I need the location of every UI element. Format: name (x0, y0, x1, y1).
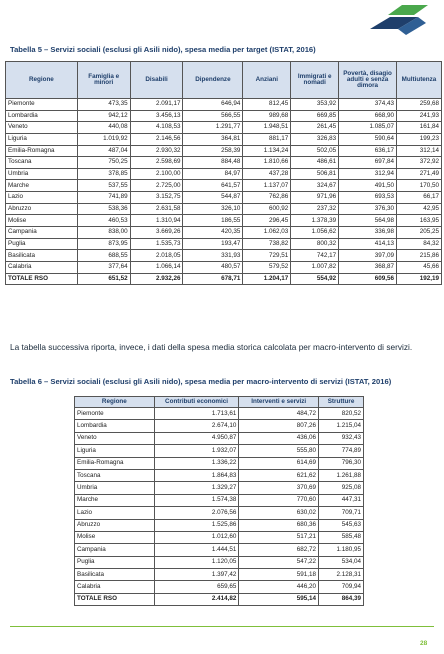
region-cell: Piemonte (6, 99, 78, 111)
value-cell: 414,13 (339, 238, 397, 250)
region-cell: Marche (6, 180, 78, 192)
value-cell: 163,95 (396, 215, 441, 227)
region-cell: Calabria (75, 581, 155, 593)
value-cell: 161,84 (396, 122, 441, 134)
value-cell: 3.152,75 (130, 192, 183, 204)
table-row (75, 569, 364, 581)
value-cell: 296,45 (243, 215, 291, 227)
total-label-cell: TOTALE RSO (6, 273, 78, 285)
table-row (75, 482, 364, 494)
value-cell: 585,48 (319, 531, 364, 543)
value-cell: 1.713,61 (154, 408, 239, 420)
value-cell: 668,90 (339, 110, 397, 122)
value-cell: 502,05 (291, 145, 339, 157)
table6-header-row (75, 397, 364, 408)
region-cell: Molise (75, 531, 155, 543)
table5-caption: Tabella 5 – Servizi sociali (esclusi gli Asili nido), spesa media per target (ISTAT, 2016) (10, 45, 316, 54)
region-cell: Abruzzo (75, 519, 155, 531)
value-cell: 1.134,24 (243, 145, 291, 157)
value-cell: 630,02 (239, 507, 319, 519)
table-row (75, 469, 364, 481)
value-cell: 193,47 (183, 238, 243, 250)
value-cell: 2.091,17 (130, 99, 183, 111)
table-row (6, 133, 442, 145)
value-cell: 590,64 (339, 133, 397, 145)
value-cell: 353,92 (291, 99, 339, 111)
logo-green-shape (388, 5, 428, 15)
value-cell: 1.397,42 (154, 569, 239, 581)
value-cell: 486,61 (291, 157, 339, 169)
value-cell: 2.076,56 (154, 507, 239, 519)
table6-header-cell: Contributi economici (154, 397, 239, 408)
region-cell: Liguria (75, 445, 155, 457)
value-cell: 693,53 (339, 192, 397, 204)
table-row (6, 122, 442, 134)
region-cell: Lazio (75, 507, 155, 519)
total-value-cell: 651,52 (77, 273, 130, 285)
value-cell: 659,65 (154, 581, 239, 593)
total-value-cell: 192,19 (396, 273, 441, 285)
value-cell: 537,55 (77, 180, 130, 192)
value-cell: 261,45 (291, 122, 339, 134)
value-cell: 259,68 (396, 99, 441, 111)
value-cell: 796,30 (319, 457, 364, 469)
value-cell: 491,50 (339, 180, 397, 192)
value-cell: 364,81 (183, 133, 243, 145)
value-cell: 2.146,56 (130, 133, 183, 145)
table-row (75, 408, 364, 420)
value-cell: 436,06 (239, 432, 319, 444)
value-cell: 331,93 (183, 250, 243, 262)
table5-header-cell: Immigrati e nomadi (291, 62, 339, 99)
region-cell: Molise (6, 215, 78, 227)
value-cell: 324,67 (291, 180, 339, 192)
region-cell: Piemonte (75, 408, 155, 420)
value-cell: 45,66 (396, 261, 441, 273)
value-cell: 378,85 (77, 168, 130, 180)
table6 (74, 396, 364, 606)
value-cell: 487,04 (77, 145, 130, 157)
table-row (6, 168, 442, 180)
total-value-cell: 2.414,82 (154, 593, 239, 605)
value-cell: 447,31 (319, 494, 364, 506)
brand-logo (368, 3, 430, 37)
value-cell: 258,39 (183, 145, 243, 157)
table-row (6, 145, 442, 157)
region-cell: Toscana (6, 157, 78, 169)
value-cell: 170,50 (396, 180, 441, 192)
value-cell: 544,87 (183, 192, 243, 204)
value-cell: 336,98 (339, 227, 397, 239)
value-cell: 1.444,51 (154, 544, 239, 556)
value-cell: 881,17 (243, 133, 291, 145)
value-cell: 1.535,73 (130, 238, 183, 250)
value-cell: 750,25 (77, 157, 130, 169)
value-cell: 2.631,58 (130, 203, 183, 215)
value-cell: 614,69 (239, 457, 319, 469)
table5-header-cell: Regione (6, 62, 78, 99)
value-cell: 709,94 (319, 581, 364, 593)
value-cell: 312,94 (339, 168, 397, 180)
table-row (75, 544, 364, 556)
table5 (5, 61, 442, 285)
value-cell: 4.108,53 (130, 122, 183, 134)
total-value-cell: 864,39 (319, 593, 364, 605)
region-cell: Veneto (75, 432, 155, 444)
value-cell: 42,95 (396, 203, 441, 215)
value-cell: 2.674,10 (154, 420, 239, 432)
value-cell: 591,18 (239, 569, 319, 581)
value-cell: 538,36 (77, 203, 130, 215)
table5-header-cell: Famiglia e minori (77, 62, 130, 99)
value-cell: 2.128,31 (319, 569, 364, 581)
value-cell: 2.018,05 (130, 250, 183, 262)
value-cell: 1.085,07 (339, 122, 397, 134)
table-row (75, 556, 364, 568)
value-cell: 1.261,88 (319, 469, 364, 481)
region-cell: Veneto (6, 122, 78, 134)
value-cell: 506,81 (291, 168, 339, 180)
table-row (6, 157, 442, 169)
table-row (6, 180, 442, 192)
value-cell: 372,92 (396, 157, 441, 169)
value-cell: 1.932,07 (154, 445, 239, 457)
value-cell: 3.456,13 (130, 110, 183, 122)
value-cell: 480,57 (183, 261, 243, 273)
value-cell: 1.120,05 (154, 556, 239, 568)
value-cell: 838,00 (77, 227, 130, 239)
region-cell: Liguria (6, 133, 78, 145)
value-cell: 534,04 (319, 556, 364, 568)
table6-header-cell: Regione (75, 397, 155, 408)
total-value-cell: 609,56 (339, 273, 397, 285)
region-cell: Marche (75, 494, 155, 506)
value-cell: 774,89 (319, 445, 364, 457)
value-cell: 241,93 (396, 110, 441, 122)
value-cell: 566,55 (183, 110, 243, 122)
total-value-cell: 2.932,26 (130, 273, 183, 285)
value-cell: 2.100,00 (130, 168, 183, 180)
value-cell: 564,98 (339, 215, 397, 227)
table-row (75, 445, 364, 457)
value-cell: 741,89 (77, 192, 130, 204)
value-cell: 1.574,38 (154, 494, 239, 506)
value-cell: 271,49 (396, 168, 441, 180)
total-label-cell: TOTALE RSO (75, 593, 155, 605)
value-cell: 742,17 (291, 250, 339, 262)
value-cell: 440,08 (77, 122, 130, 134)
table-row (75, 420, 364, 432)
total-value-cell: 678,71 (183, 273, 243, 285)
table5-header-cell: Multiutenza (396, 62, 441, 99)
table-row (75, 432, 364, 444)
region-cell: Lazio (6, 192, 78, 204)
table5-header-cell: Disabili (130, 62, 183, 99)
value-cell: 1.012,60 (154, 531, 239, 543)
region-cell: Abruzzo (6, 203, 78, 215)
value-cell: 770,60 (239, 494, 319, 506)
table-row (6, 238, 442, 250)
table-row (6, 215, 442, 227)
paragraph: La tabella successiva riporta, invece, i dati della spesa media storica calcolata per macro-intervento di servizi. (10, 342, 413, 352)
table5-header-cell: Anziani (243, 62, 291, 99)
value-cell: 205,25 (396, 227, 441, 239)
value-cell: 925,08 (319, 482, 364, 494)
value-cell: 1.066,14 (130, 261, 183, 273)
footer-rule (10, 626, 434, 627)
value-cell: 646,94 (183, 99, 243, 111)
table-row (6, 99, 442, 111)
table6-header-cell: Strutture (319, 397, 364, 408)
value-cell: 688,55 (77, 250, 130, 262)
region-cell: Umbria (75, 482, 155, 494)
region-cell: Basilicata (6, 250, 78, 262)
value-cell: 370,69 (239, 482, 319, 494)
total-value-cell: 595,14 (239, 593, 319, 605)
value-cell: 680,36 (239, 519, 319, 531)
value-cell: 1.378,39 (291, 215, 339, 227)
value-cell: 669,85 (291, 110, 339, 122)
value-cell: 376,30 (339, 203, 397, 215)
table6-caption: Tabella 6 – Servizi sociali (esclusi gli Asili nido), spesa media per macro-intervento di servizi (ISTAT, 2016) (10, 377, 392, 386)
value-cell: 2.930,32 (130, 145, 183, 157)
value-cell: 484,72 (239, 408, 319, 420)
value-cell: 971,96 (291, 192, 339, 204)
value-cell: 368,87 (339, 261, 397, 273)
total-value-cell: 554,92 (291, 273, 339, 285)
value-cell: 473,35 (77, 99, 130, 111)
value-cell: 3.669,26 (130, 227, 183, 239)
value-cell: 326,83 (291, 133, 339, 145)
table-row (75, 519, 364, 531)
value-cell: 374,43 (339, 99, 397, 111)
value-cell: 517,21 (239, 531, 319, 543)
value-cell: 709,71 (319, 507, 364, 519)
value-cell: 697,84 (339, 157, 397, 169)
value-cell: 420,35 (183, 227, 243, 239)
value-cell: 641,57 (183, 180, 243, 192)
table-row (6, 227, 442, 239)
value-cell: 84,97 (183, 168, 243, 180)
value-cell: 1.007,82 (291, 261, 339, 273)
value-cell: 1.525,86 (154, 519, 239, 531)
table-row (75, 581, 364, 593)
value-cell: 989,68 (243, 110, 291, 122)
table5-header-cell: Dipendenze (183, 62, 243, 99)
region-cell: Emilia-Romagna (75, 457, 155, 469)
value-cell: 942,12 (77, 110, 130, 122)
value-cell: 820,52 (319, 408, 364, 420)
region-cell: Calabria (6, 261, 78, 273)
value-cell: 884,48 (183, 157, 243, 169)
value-cell: 873,95 (77, 238, 130, 250)
value-cell: 807,26 (239, 420, 319, 432)
value-cell: 377,64 (77, 261, 130, 273)
value-cell: 437,28 (243, 168, 291, 180)
value-cell: 1.948,51 (243, 122, 291, 134)
table-row (75, 494, 364, 506)
value-cell: 1.215,04 (319, 420, 364, 432)
value-cell: 186,55 (183, 215, 243, 227)
value-cell: 1.056,62 (291, 227, 339, 239)
value-cell: 1.810,66 (243, 157, 291, 169)
value-cell: 555,80 (239, 445, 319, 457)
table5-header-row (6, 62, 442, 99)
value-cell: 199,23 (396, 133, 441, 145)
total-row (75, 593, 364, 605)
table-row (75, 531, 364, 543)
value-cell: 66,17 (396, 192, 441, 204)
table-row (75, 457, 364, 469)
value-cell: 84,32 (396, 238, 441, 250)
value-cell: 579,52 (243, 261, 291, 273)
table6-header-cell: Interventi e servizi (239, 397, 319, 408)
value-cell: 460,53 (77, 215, 130, 227)
value-cell: 1.291,77 (183, 122, 243, 134)
region-cell: Puglia (6, 238, 78, 250)
value-cell: 1.137,07 (243, 180, 291, 192)
value-cell: 1.310,94 (130, 215, 183, 227)
value-cell: 2.598,69 (130, 157, 183, 169)
table-row (6, 110, 442, 122)
page-number: 28 (420, 640, 428, 647)
value-cell: 729,51 (243, 250, 291, 262)
value-cell: 446,20 (239, 581, 319, 593)
region-cell: Lombardia (6, 110, 78, 122)
region-cell: Campania (75, 544, 155, 556)
table-row (6, 203, 442, 215)
region-cell: Umbria (6, 168, 78, 180)
value-cell: 397,09 (339, 250, 397, 262)
region-cell: Campania (6, 227, 78, 239)
table-row (6, 261, 442, 273)
value-cell: 547,22 (239, 556, 319, 568)
region-cell: Toscana (75, 469, 155, 481)
value-cell: 1.019,92 (77, 133, 130, 145)
value-cell: 682,72 (239, 544, 319, 556)
value-cell: 762,86 (243, 192, 291, 204)
value-cell: 1.180,95 (319, 544, 364, 556)
table-row (6, 192, 442, 204)
table5-header-cell: Povertà, disagio adulti e senza dimora (339, 62, 397, 99)
value-cell: 1.864,83 (154, 469, 239, 481)
region-cell: Puglia (75, 556, 155, 568)
value-cell: 738,82 (243, 238, 291, 250)
value-cell: 800,32 (291, 238, 339, 250)
value-cell: 1.336,22 (154, 457, 239, 469)
total-row (6, 273, 442, 285)
region-cell: Basilicata (75, 569, 155, 581)
value-cell: 312,14 (396, 145, 441, 157)
total-value-cell: 1.204,17 (243, 273, 291, 285)
table-row (75, 507, 364, 519)
table-row (6, 250, 442, 262)
value-cell: 621,62 (239, 469, 319, 481)
value-cell: 636,17 (339, 145, 397, 157)
value-cell: 326,10 (183, 203, 243, 215)
region-cell: Emilia-Romagna (6, 145, 78, 157)
value-cell: 812,45 (243, 99, 291, 111)
value-cell: 2.725,00 (130, 180, 183, 192)
value-cell: 1.329,27 (154, 482, 239, 494)
value-cell: 1.062,03 (243, 227, 291, 239)
region-cell: Lombardia (75, 420, 155, 432)
value-cell: 4.950,87 (154, 432, 239, 444)
value-cell: 215,86 (396, 250, 441, 262)
value-cell: 600,92 (243, 203, 291, 215)
value-cell: 545,63 (319, 519, 364, 531)
value-cell: 237,32 (291, 203, 339, 215)
value-cell: 932,43 (319, 432, 364, 444)
